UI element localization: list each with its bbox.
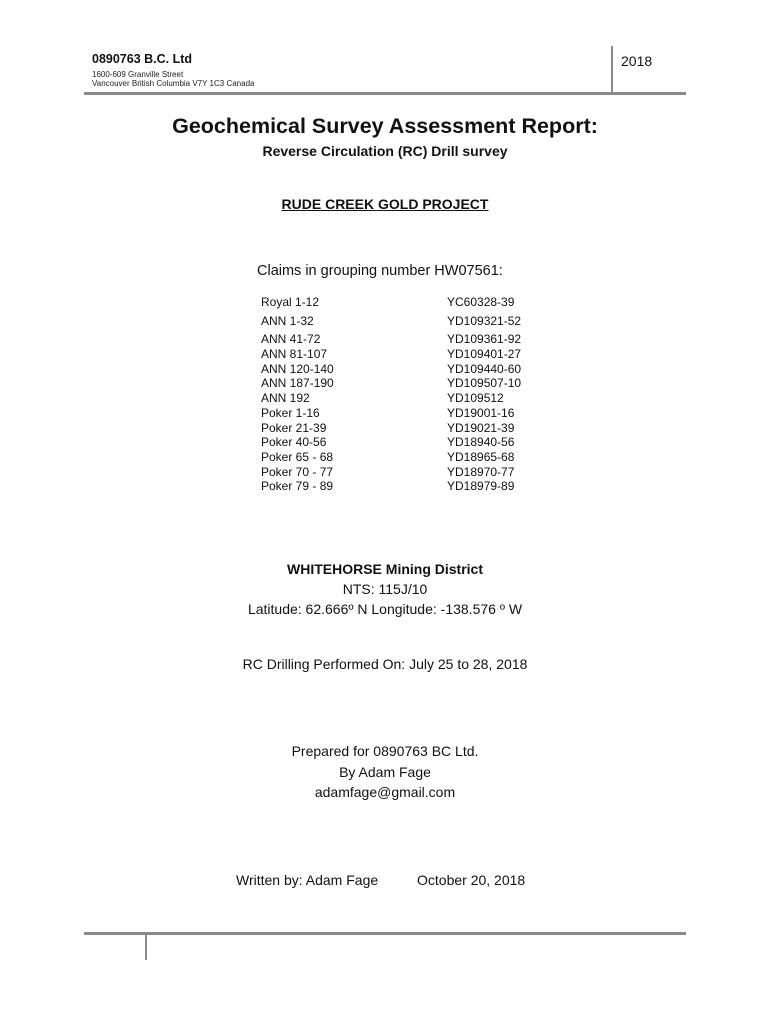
claim-number: YD109361-92	[447, 332, 522, 347]
claim-name: ANN 81-107	[261, 347, 328, 362]
written-by: Written by: Adam Fage	[236, 872, 379, 888]
report-subtitle: Reverse Circulation (RC) Drill survey	[262, 143, 508, 159]
claims-list	[261, 295, 561, 494]
claim-row	[261, 479, 561, 494]
claim-row	[261, 347, 561, 362]
report-date: October 20, 2018	[417, 872, 526, 888]
claim-number: YD109440-60	[447, 361, 522, 376]
claim-name: Royal 1-12	[261, 295, 320, 309]
header-horizontal-rule	[84, 92, 686, 95]
claim-row	[261, 435, 561, 450]
lat-long: Latitude: 62.666º N Longitude: -138.576 º W	[247, 601, 523, 617]
claim-row	[261, 362, 561, 377]
claim-row	[261, 376, 561, 391]
claim-number: YD109512	[447, 391, 504, 406]
claim-number: YD109507-10	[447, 376, 522, 391]
claims-heading: Claims in grouping number HW07561:	[257, 263, 503, 279]
claim-number: YD19021-39	[447, 420, 515, 435]
mining-district: WHITEHORSE Mining District	[287, 561, 483, 577]
prepared-by: By Adam Fage	[339, 764, 431, 780]
claim-number: YC60328-39	[447, 295, 515, 309]
claim-name: ANN 41-72	[261, 332, 321, 347]
claim-number: YD18965-68	[447, 449, 515, 464]
claim-number: YD18940-56	[447, 435, 515, 450]
header-year: 2018	[621, 53, 653, 69]
prepared-for: Prepared for 0890763 BC Ltd.	[291, 743, 479, 759]
company-address-line1: 1600-609 Granville Street	[92, 70, 184, 79]
footer-horizontal-rule	[84, 932, 686, 935]
author-email: adamfage@gmail.com	[314, 784, 456, 800]
claim-name: ANN 192	[261, 391, 310, 406]
claim-row	[261, 332, 561, 347]
claim-row	[261, 295, 561, 310]
company-address-line2: Vancouver British Columbia V7Y 1C3 Canada	[92, 79, 255, 88]
claim-name: ANN 1-32	[261, 313, 314, 328]
claim-number: YD18970-77	[447, 464, 515, 479]
header-vertical-rule	[611, 46, 613, 94]
claim-name: Poker 1-16	[261, 405, 320, 420]
claim-name: ANN 187-190	[261, 376, 334, 391]
claim-row	[261, 406, 561, 421]
claim-number: YD18979-89	[447, 479, 515, 494]
claim-row	[261, 450, 561, 465]
drilling-dates: RC Drilling Performed On: July 25 to 28, 2018	[242, 656, 528, 672]
footer-vertical-rule	[145, 935, 147, 960]
claim-name: Poker 79 - 89	[261, 479, 334, 494]
claim-row	[261, 465, 561, 480]
report-title: Geochemical Survey Assessment Report:	[172, 114, 598, 138]
claim-name: Poker 70 - 77	[261, 464, 334, 479]
claim-number: YD109321-52	[447, 313, 522, 328]
project-name: RUDE CREEK GOLD PROJECT	[281, 196, 489, 212]
company-name: 0890763 B.C. Ltd	[92, 52, 193, 66]
claim-name: Poker 21-39	[261, 420, 327, 435]
claim-name: Poker 65 - 68	[261, 449, 334, 464]
claim-row	[261, 314, 561, 329]
claim-row	[261, 421, 561, 436]
claim-number: YD19001-16	[447, 405, 515, 420]
claim-number: YD109401-27	[447, 347, 522, 362]
claim-row	[261, 391, 561, 406]
claim-name: Poker 40-56	[261, 435, 327, 450]
nts-reference: NTS: 115J/10	[342, 581, 428, 597]
claim-name: ANN 120-140	[261, 361, 334, 376]
